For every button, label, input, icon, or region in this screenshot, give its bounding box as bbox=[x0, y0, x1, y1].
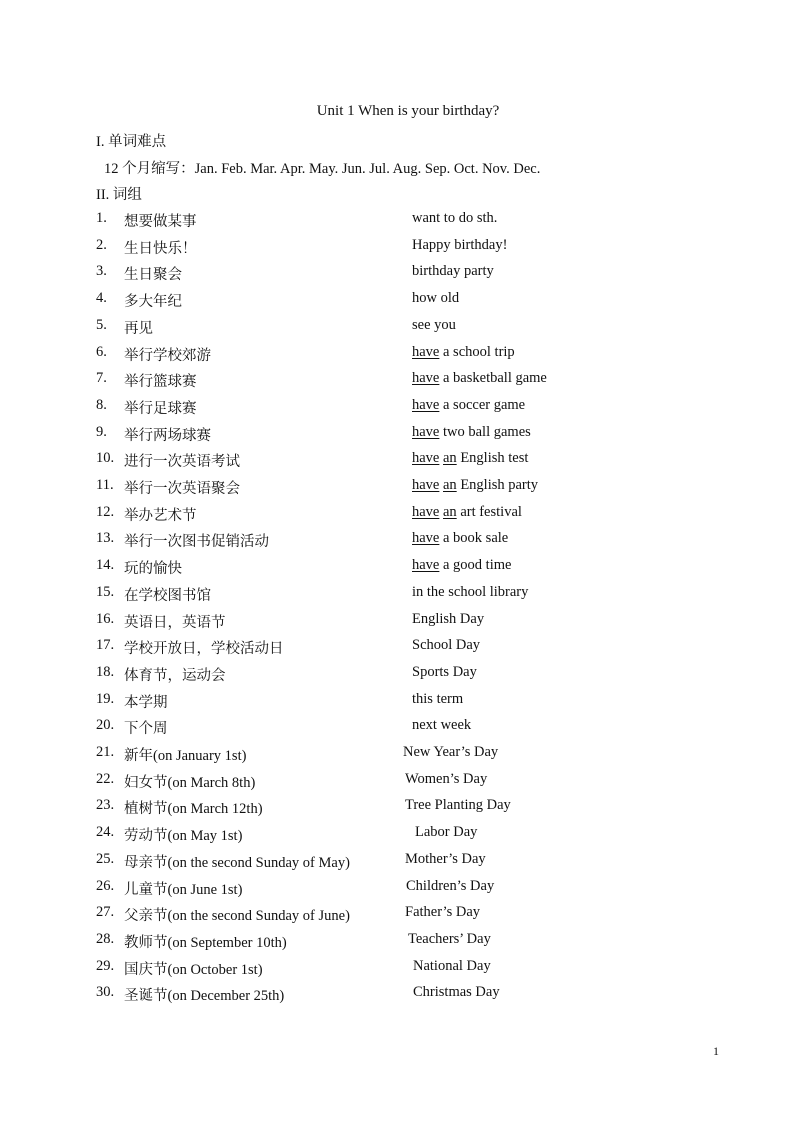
item-english bbox=[412, 424, 531, 441]
item-number: 29. bbox=[96, 957, 115, 974]
item-chinese: 举行足球赛 bbox=[124, 400, 197, 417]
underlined-word: an bbox=[443, 503, 457, 520]
item-number: 10. bbox=[96, 450, 115, 467]
item-english bbox=[412, 317, 456, 334]
item-english bbox=[412, 344, 515, 361]
item-number: 12. bbox=[96, 503, 115, 520]
item-english bbox=[412, 717, 471, 734]
english-text: Happy birthday! bbox=[412, 236, 508, 253]
underlined-word: have bbox=[412, 530, 440, 547]
item-chinese: 国庆节(on October 1st) bbox=[124, 961, 263, 978]
english-text: two ball games bbox=[439, 423, 531, 440]
english-text: English party bbox=[456, 477, 539, 493]
english-text: Father’s Day bbox=[405, 904, 481, 921]
english-text: see you bbox=[412, 316, 456, 333]
english-text: this term bbox=[412, 690, 464, 707]
page-number: 1 bbox=[713, 1044, 719, 1058]
months-abbreviation-line: 12 个月缩写：Jan. Feb. Mar. Apr. May. Jun. Jul. Aug. Sep. Oct. Nov. Dec. bbox=[104, 161, 541, 177]
item-chinese: 新年(on January 1st) bbox=[124, 748, 247, 764]
english-text: Women’s Day bbox=[405, 770, 488, 787]
item-english bbox=[412, 584, 528, 601]
item-english bbox=[412, 611, 484, 628]
item-number: 8. bbox=[96, 396, 107, 413]
english-text: next week bbox=[412, 717, 472, 734]
item-english bbox=[405, 797, 511, 814]
underlined-word: have bbox=[412, 396, 440, 413]
item-number: 2. bbox=[96, 236, 107, 253]
item-number: 21. bbox=[96, 744, 115, 760]
english-text: New Year’s Day bbox=[403, 744, 499, 760]
item-number: 23. bbox=[96, 797, 115, 814]
english-text: want to do sth. bbox=[412, 210, 498, 226]
item-chinese: 玩的愉快 bbox=[124, 561, 182, 578]
item-chinese: 多大年纪 bbox=[124, 294, 182, 311]
item-english bbox=[412, 557, 511, 574]
item-number: 28. bbox=[96, 930, 115, 947]
item-chinese: 再见 bbox=[124, 320, 153, 337]
english-text: School Day bbox=[412, 637, 481, 654]
item-number: 26. bbox=[96, 877, 115, 894]
section-heading-vocabulary: I. 单词难点 bbox=[96, 134, 167, 150]
item-english bbox=[405, 851, 486, 868]
item-chinese: 进行一次英语考试 bbox=[124, 454, 240, 471]
underlined-word: have bbox=[412, 343, 440, 360]
item-english bbox=[415, 824, 477, 841]
item-number: 3. bbox=[96, 263, 107, 280]
item-number: 13. bbox=[96, 530, 115, 547]
item-english bbox=[412, 450, 528, 467]
underlined-word: an bbox=[443, 477, 457, 493]
english-text: National Day bbox=[413, 957, 491, 974]
item-chinese: 下个周 bbox=[124, 721, 168, 738]
english-text: art festival bbox=[456, 503, 522, 520]
item-chinese: 英语日，英语节 bbox=[124, 614, 226, 631]
item-english bbox=[412, 263, 494, 280]
item-number: 11. bbox=[96, 477, 114, 493]
item-number: 9. bbox=[96, 423, 107, 440]
item-chinese: 母亲节(on the second Sunday of May) bbox=[124, 854, 350, 871]
item-number: 1. bbox=[96, 210, 107, 226]
item-number: 16. bbox=[96, 610, 115, 627]
item-english bbox=[405, 904, 480, 921]
item-english bbox=[412, 290, 459, 307]
item-chinese: 圣诞节(on December 25th) bbox=[124, 988, 285, 1005]
item-english bbox=[403, 744, 498, 761]
underlined-word: have bbox=[412, 423, 440, 440]
english-text: how old bbox=[412, 290, 460, 307]
underlined-word: have bbox=[412, 503, 440, 520]
underlined-word: have bbox=[412, 477, 440, 493]
section-heading-phrases: II. 词组 bbox=[96, 187, 142, 203]
item-number: 7. bbox=[96, 370, 107, 387]
item-english bbox=[412, 691, 463, 708]
item-number: 15. bbox=[96, 583, 115, 600]
item-english bbox=[412, 637, 480, 654]
english-text: English Day bbox=[412, 610, 485, 627]
item-number: 17. bbox=[96, 637, 115, 654]
english-text: in the school library bbox=[412, 583, 529, 600]
item-english bbox=[412, 397, 525, 414]
item-english bbox=[412, 237, 507, 254]
english-text: birthday party bbox=[412, 263, 494, 280]
item-chinese: 体育节，运动会 bbox=[124, 667, 226, 684]
english-text: English test bbox=[456, 450, 529, 467]
item-english bbox=[405, 771, 487, 788]
item-chinese: 举行学校郊游 bbox=[124, 347, 211, 364]
item-number: 4. bbox=[96, 290, 107, 307]
item-chinese: 举行篮球赛 bbox=[124, 374, 197, 391]
underlined-word: have bbox=[412, 557, 440, 574]
item-chinese: 学校开放日，学校活动日 bbox=[124, 641, 284, 658]
english-text: a book sale bbox=[439, 530, 509, 547]
item-chinese: 举行一次图书促销活动 bbox=[124, 534, 269, 551]
item-number: 18. bbox=[96, 663, 115, 680]
item-number: 5. bbox=[96, 316, 107, 333]
item-number: 20. bbox=[96, 717, 115, 734]
item-chinese: 劳动节(on May 1st) bbox=[124, 828, 243, 845]
english-text: Christmas Day bbox=[413, 984, 500, 1001]
english-text: Sports Day bbox=[412, 663, 477, 680]
item-chinese: 本学期 bbox=[124, 694, 168, 711]
item-number: 30. bbox=[96, 984, 115, 1001]
item-chinese: 在学校图书馆 bbox=[124, 587, 211, 604]
item-chinese: 举办艺术节 bbox=[124, 507, 197, 524]
item-number: 19. bbox=[96, 690, 115, 707]
item-number: 6. bbox=[96, 343, 107, 360]
english-text: Teachers’ Day bbox=[408, 930, 491, 947]
underlined-word: an bbox=[443, 450, 457, 467]
english-text: Mother’s Day bbox=[405, 850, 486, 867]
item-english bbox=[412, 370, 547, 387]
item-chinese: 妇女节(on March 8th) bbox=[124, 774, 256, 791]
underlined-word: have bbox=[412, 370, 440, 387]
item-number: 25. bbox=[96, 850, 115, 867]
english-text: Labor Day bbox=[415, 824, 478, 841]
item-english bbox=[412, 530, 508, 547]
item-english bbox=[412, 664, 477, 681]
english-text: a school trip bbox=[439, 343, 515, 360]
english-text: a soccer game bbox=[439, 396, 526, 413]
item-number: 27. bbox=[96, 904, 115, 921]
english-text: a basketball game bbox=[439, 370, 547, 387]
item-chinese: 儿童节(on June 1st) bbox=[124, 881, 243, 898]
page-title: Unit 1 When is your birthday? bbox=[316, 103, 500, 119]
item-chinese: 植树节(on March 12th) bbox=[124, 801, 263, 818]
item-chinese: 生日聚会 bbox=[124, 267, 182, 284]
item-english bbox=[413, 958, 491, 975]
english-text: Children’s Day bbox=[406, 877, 495, 894]
item-number: 24. bbox=[96, 824, 115, 841]
item-chinese: 举行两场球赛 bbox=[124, 427, 211, 444]
item-chinese: 举行一次英语聚会 bbox=[124, 481, 240, 497]
english-text: Tree Planting Day bbox=[405, 797, 511, 814]
item-english bbox=[408, 931, 491, 948]
item-english bbox=[412, 210, 497, 227]
item-number: 22. bbox=[96, 770, 115, 787]
underlined-word: have bbox=[412, 450, 440, 467]
item-english bbox=[413, 984, 500, 1001]
english-text: a good time bbox=[439, 557, 512, 574]
item-english bbox=[412, 477, 538, 494]
item-english bbox=[406, 878, 494, 895]
item-chinese: 教师节(on September 10th) bbox=[124, 934, 287, 951]
item-chinese: 想要做某事 bbox=[124, 214, 197, 230]
item-english bbox=[412, 504, 522, 521]
item-chinese: 生日快乐！ bbox=[124, 240, 197, 257]
item-chinese: 父亲节(on the second Sunday of June) bbox=[124, 908, 350, 925]
item-number: 14. bbox=[96, 557, 115, 574]
